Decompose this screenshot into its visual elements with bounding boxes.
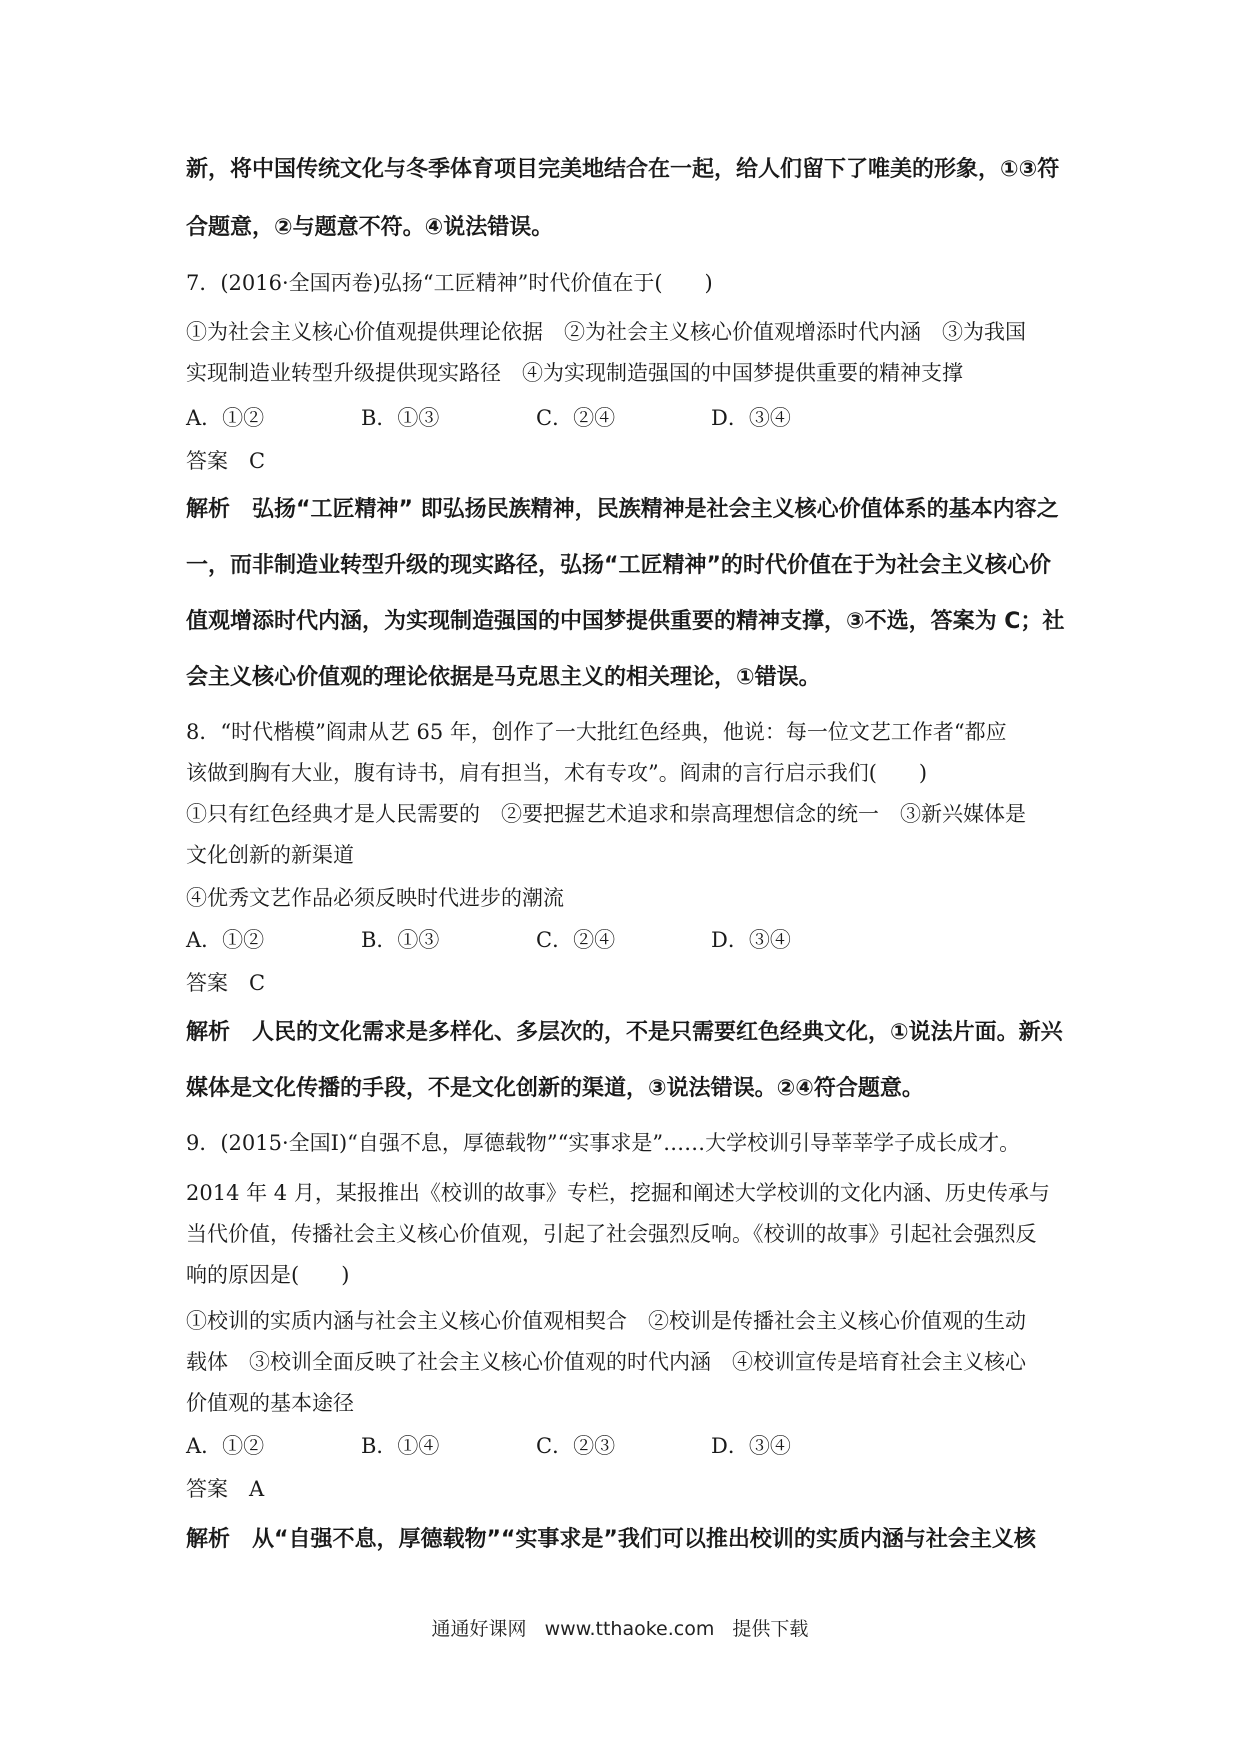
option-a: A．①② <box>186 406 265 430</box>
question-9-choices: ①校训的实质内涵与社会主义核心价值观相契合 ②校训是传播社会主义核心价值观的生动 <box>186 1309 1026 1333</box>
question-9-stem: 响的原因是( ) <box>186 1263 350 1287</box>
option-b: B．①④ <box>361 1434 440 1458</box>
explanation-line: 一，而非制造业转型升级的现实路径，弘扬“工匠精神”的时代价值在于为社会主义核心价 <box>186 553 1051 578</box>
question-7-choices: ①为社会主义核心价值观提供理论依据 ②为社会主义核心价值观增添时代内涵 ③为我国 <box>186 320 1026 344</box>
footer-note: 提供下载 <box>732 1618 809 1640</box>
option-c: C．②④ <box>536 406 616 430</box>
explanation-line: 解析 人民的文化需求是多样化、多层次的，不是只需要红色经典文化，①说法片面。新兴 <box>186 1020 1063 1045</box>
option-d: D．③④ <box>711 928 791 952</box>
option-b: B．①③ <box>361 406 440 430</box>
question-7-choices: 实现制造业转型升级提供现实路径 ④为实现制造强国的中国梦提供重要的精神支撑 <box>186 361 963 385</box>
question-8-choices: ④优秀文艺作品必须反映时代进步的潮流 <box>186 886 564 910</box>
question-8-stem: 8．“时代楷模”阎肃从艺 65 年，创作了一大批红色经典，他说：每一位文艺工作者“都应 <box>186 720 1007 744</box>
option-b: B．①③ <box>361 928 440 952</box>
explanation-line: 媒体是文化传播的手段，不是文化创新的渠道，③说法错误。②④符合题意。 <box>186 1076 924 1101</box>
explanation-line: 合题意，②与题意不符。④说法错误。 <box>186 215 554 240</box>
option-c: C．②④ <box>536 928 616 952</box>
option-a: A．①② <box>186 1434 265 1458</box>
explanation-line: 新，将中国传统文化与冬季体育项目完美地结合在一起，给人们留下了唯美的形象，①③符 <box>186 157 1060 182</box>
footer-url-link[interactable]: www.tthaoke.com <box>544 1618 715 1640</box>
footer-site-name: 通通好课网 <box>431 1618 527 1640</box>
question-7-stem: 7．(2016·全国丙卷)弘扬“工匠精神”时代价值在于( ) <box>186 271 713 295</box>
explanation-line: 会主义核心价值观的理论依据是马克思主义的相关理论，①错误。 <box>186 665 821 690</box>
question-9-stem: 2014 年 4 月，某报推出《校训的故事》专栏，挖掘和阐述大学校训的文化内涵、历史传承与 <box>186 1181 1050 1205</box>
answer-line: 答案 C <box>186 449 266 473</box>
question-8-choices: ①只有红色经典才是人民需要的 ②要把握艺术追求和崇高理想信念的统一 ③新兴媒体是 <box>186 802 1026 826</box>
option-d: D．③④ <box>711 406 791 430</box>
question-8-choices: 文化创新的新渠道 <box>186 843 354 867</box>
explanation-line: 值观增添时代内涵，为实现制造强国的中国梦提供重要的精神支撑，③不选，答案为 C；社 <box>186 609 1065 634</box>
question-9-choices: 价值观的基本途径 <box>186 1391 354 1415</box>
question-9-choices: 载体 ③校训全面反映了社会主义核心价值观的时代内涵 ④校训宣传是培育社会主义核心 <box>186 1350 1026 1374</box>
explanation-line: 解析 弘扬“工匠精神” 即弘扬民族精神，民族精神是社会主义核心价值体系的基本内容之 <box>186 497 1059 522</box>
page-footer <box>0 1614 1240 1641</box>
option-c: C．②③ <box>536 1434 616 1458</box>
question-9-stem: 9．(2015·全国Ⅰ)“自强不息，厚德载物”“实事求是”……大学校训引导莘莘学子成长成才。 <box>186 1131 1021 1155</box>
answer-line: 答案 C <box>186 971 266 995</box>
question-9-stem: 当代价值，传播社会主义核心价值观，引起了社会强烈反响。《校训的故事》引起社会强烈反 <box>186 1222 1037 1246</box>
option-d: D．③④ <box>711 1434 791 1458</box>
explanation-line: 解析 从“自强不息，厚德载物”“实事求是”我们可以推出校训的实质内涵与社会主义核 <box>186 1527 1036 1552</box>
question-8-stem: 该做到胸有大业，腹有诗书，肩有担当，术有专攻”。阎肃的言行启示我们( ) <box>186 761 928 785</box>
answer-line: 答案 A <box>186 1477 265 1501</box>
option-a: A．①② <box>186 928 265 952</box>
